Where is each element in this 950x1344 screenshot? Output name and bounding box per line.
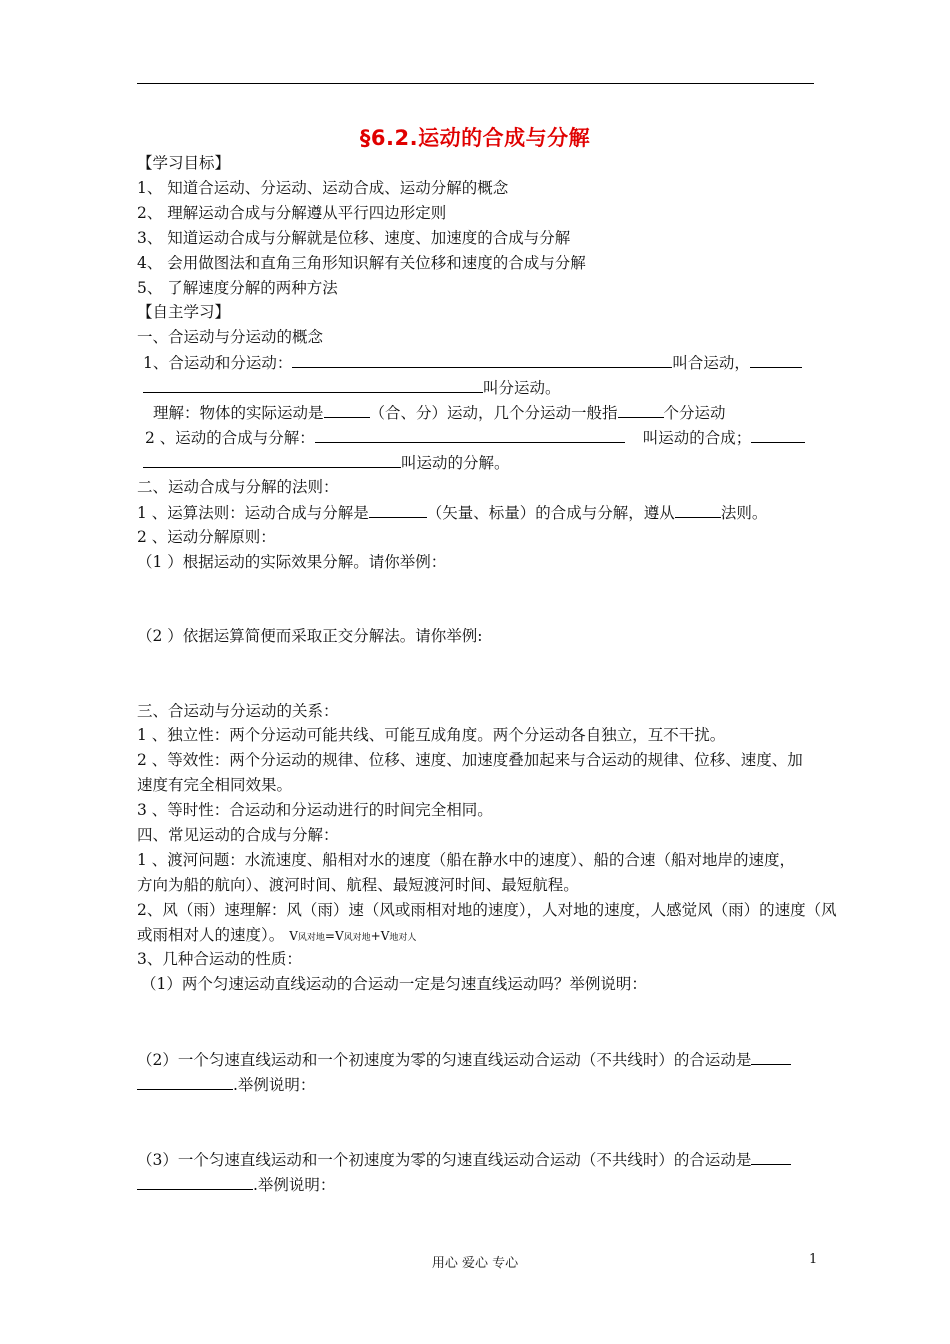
- goal-item: 4、 会用做图法和直角三角形知识解有关位移和速度的合成与分解: [137, 254, 586, 272]
- s1-understand-a: 理解：物体的实际运动是: [153, 404, 324, 422]
- s1-q1-mid: 叫合运动，: [672, 354, 750, 372]
- s3-p1: 1 、独立性：两个分运动可能共线、可能互成角度。两个分运动各自独立，互不干扰。: [137, 726, 726, 744]
- s1-q2-label: 2 、运动的合成与分解：: [145, 429, 315, 447]
- s2-rule2-1: （1 ）根据运动的实际效果分解。请你举例：: [137, 553, 447, 571]
- blank-field[interactable]: [675, 502, 721, 518]
- s4-q2-line2: [137, 1074, 315, 1095]
- s4-q3-line2: [137, 1174, 335, 1195]
- s4-q3-a: （3）一个匀速直线运动和一个初速度为零的匀速直线运动合运动（不共线时）的合运动是: [137, 1151, 752, 1169]
- section-3-heading: 三、合运动与分运动的关系：: [137, 702, 339, 720]
- s2-rule1-c: 法则。: [720, 504, 768, 522]
- s4-q3-b: .举例说明：: [253, 1176, 336, 1194]
- s1-q1-end: 叫分运动。: [483, 379, 561, 397]
- s1-understand-c: 个分运动: [663, 404, 726, 422]
- s1-q2-line2: [143, 452, 510, 473]
- s2-rule1-b: （矢量、标量）的合成与分解，遵从: [426, 504, 675, 522]
- footer-text: 用心 爱心 专心: [431, 1256, 519, 1271]
- s1-understand-line: [153, 402, 726, 423]
- s1-q2-line: [145, 427, 805, 448]
- s1-understand-b: （合、分）运动，几个分运动一般指: [369, 404, 618, 422]
- self-study-heading: 【自主学习】: [137, 303, 231, 321]
- goals-heading: 【学习目标】: [137, 154, 231, 172]
- goal-item: 2、 理解运动合成与分解遵从平行四边形定则: [137, 204, 447, 222]
- goal-item: 3、 知道运动合成与分解就是位移、速度、加速度的合成与分解: [137, 229, 571, 247]
- goal-item: 1、 知道合运动、分运动、运动合成、运动分解的概念: [137, 179, 509, 197]
- s4-q3-line: [137, 1149, 791, 1170]
- s2-rule2: 2 、运动分解原则：: [137, 528, 276, 546]
- blank-field[interactable]: [618, 402, 664, 418]
- blank-field[interactable]: [751, 427, 805, 443]
- s2-rule2-2: （2 ）依据运算简便而采取正交分解法。请你举例:: [137, 627, 483, 645]
- s3-p3: 3 、等时性：合运动和分运动进行的时间完全相同。: [137, 801, 493, 819]
- blank-field[interactable]: [137, 1074, 233, 1090]
- section-1-heading: 一、合运动与分运动的概念: [137, 328, 324, 346]
- s1-q1-line2: [143, 377, 561, 398]
- s3-p2a: 2 、等效性：两个分运动的规律、位移、速度、加速度叠加起来与合运动的规律、位移、速度、加: [137, 751, 803, 769]
- blank-field[interactable]: [324, 402, 370, 418]
- velocity-formula: V风对地=V风对地+V地对人: [289, 929, 417, 943]
- goal-item: 5、 了解速度分解的两种方法: [137, 279, 338, 297]
- s4-p2b: 或雨相对人的速度）。: [137, 926, 285, 944]
- blank-field[interactable]: [143, 377, 483, 393]
- s4-p1a: 1 、渡河问题：水流速度、船相对水的速度（船在静水中的速度）、船的合速（船对地岸的速度，: [137, 851, 796, 869]
- s4-q1: （1）两个匀速运动直线运动的合运动一定是匀速直线运动吗？举例说明：: [141, 975, 647, 993]
- blank-field[interactable]: [137, 1174, 253, 1190]
- section-2-heading: 二、运动合成与分解的法则：: [137, 478, 339, 496]
- s4-p1b: 方向为船的航向）、渡河时间、航程、最短渡河时间、最短航程。: [137, 876, 579, 894]
- s4-p2b-line: [137, 925, 416, 948]
- blank-field[interactable]: [751, 1049, 791, 1065]
- page-number: 1: [809, 1252, 818, 1267]
- page-title: §6.2.运动的合成与分解: [359, 126, 591, 150]
- s1-q1-label: 1、合运动和分运动：: [143, 354, 293, 372]
- section-4-heading: 四、常见运动的合成与分解：: [137, 826, 339, 844]
- s1-q1-line: [143, 352, 802, 373]
- s1-q2-mid: 叫运动的合成；: [642, 429, 752, 447]
- blank-field[interactable]: [751, 1149, 791, 1165]
- s1-q2-end: 叫运动的分解。: [401, 454, 510, 472]
- blank-field[interactable]: [369, 502, 427, 518]
- s2-rule1-line: [137, 502, 767, 523]
- blank-field[interactable]: [750, 352, 802, 368]
- blank-field[interactable]: [292, 352, 672, 368]
- s3-p2b: 速度有完全相同效果。: [137, 776, 293, 794]
- blank-field[interactable]: [315, 427, 625, 443]
- s4-q2-a: （2）一个匀速直线运动和一个初速度为零的匀速直线运动合运动（不共线时）的合运动是: [137, 1051, 752, 1069]
- blank-field[interactable]: [143, 452, 401, 468]
- s4-q2-b: .举例说明：: [233, 1076, 316, 1094]
- header-rule: [137, 83, 814, 84]
- s4-p3: 3、几种合运动的性质：: [137, 950, 302, 968]
- s4-q2-line: [137, 1049, 791, 1070]
- s2-rule1-a: 1 、运算法则：运动合成与分解是: [137, 504, 369, 522]
- s4-p2a: 2、风（雨）速理解：风（雨）速（风或雨相对地的速度），人对地的速度，人感觉风（雨）的速度（风: [137, 901, 837, 919]
